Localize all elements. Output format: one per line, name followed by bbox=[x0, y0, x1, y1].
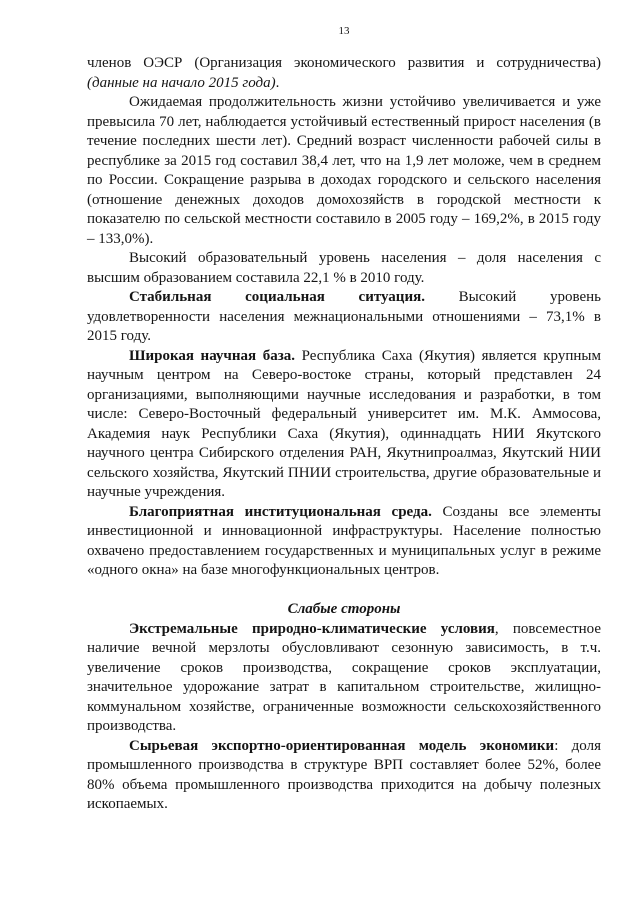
paragraph-resource-economy bbox=[87, 737, 601, 815]
paragraph-lead: Экстремальные природно-климатические условия bbox=[129, 620, 495, 637]
paragraph-science-base bbox=[87, 347, 601, 503]
paragraph-lead: Сырьевая экспортно-ориентированная модель экономики bbox=[129, 737, 555, 754]
paragraph-climate-conditions bbox=[87, 620, 601, 737]
section-heading-weaknesses: Слабые стороны bbox=[287, 601, 401, 617]
paragraph-text-end: . bbox=[275, 74, 280, 91]
document-body bbox=[87, 54, 601, 815]
paragraph-text: Высокий уровень удовлетворенности населения межнациональными отношениями – 73,1% в 2015 году. bbox=[87, 289, 601, 344]
paragraph-text: членов ОЭСР (Организация экономического развития и сотрудничества) bbox=[87, 55, 601, 71]
paragraph-lead: Благоприятная институциональная среда. bbox=[129, 503, 432, 520]
page-number: 13 bbox=[338, 25, 350, 37]
paragraph-text: Высокий образовательный уровень населения – доля населения с высшим образованием составила 22,1 % в 2010 году. bbox=[87, 250, 601, 286]
paragraph-lead: Стабильная социальная ситуация. bbox=[129, 289, 425, 305]
paragraph-social-stability bbox=[87, 288, 601, 347]
paragraph-text: Ожидаемая продолжительность жизни устойчиво увеличивается и уже превысила 70 лет, наблюдается устойчивый естественный прирост населения (в течение последних шести лет). Средний возраст численности рабочей силы в республике за 2015 год составил 38,4 лет, что на 1,9 лет моложе, чем в среднем по России. Сокращение разрыва в доходах городского и сельского населения (отношение денежных доходов домохозяйств в городской местности к показателю по сельской местности составило в 2005 году – 169,2%, в 2015 году – 133,0%). bbox=[87, 94, 601, 247]
paragraph-education-level bbox=[87, 249, 601, 288]
paragraph-lead: Широкая научная база. bbox=[129, 347, 295, 364]
paragraph-oecd-continuation bbox=[87, 54, 601, 93]
paragraph-text: : доля промышленного производства в структуре ВРП составляет более 52%, более 80% объема промышленного производства приходится на добычу полезных ископаемых. bbox=[87, 737, 601, 812]
paragraph-institutional-environment bbox=[87, 503, 601, 581]
paragraph-italic-note: (данные на начало 2015 года) bbox=[87, 74, 276, 91]
paragraph-text: , повсеместное наличие вечной мерзлоты обусловливают сезонную зависимость, в т.ч. увеличение сроков производства, сокращение сроков эксплуатации, значительное удорожание затрат в капитальном строительстве, жилищно-коммунальном хозяйстве, ограниченные возможности сельскохозяйственного производства. bbox=[87, 620, 601, 734]
paragraph-life-expectancy bbox=[87, 93, 601, 249]
paragraph-text: Созданы все элементы инвестиционной и инновационной инфраструктуры. Население полностью охвачено предоставлением государственных и муниципальных услуг в режиме «одного окна» на базе многофункциональных центров. bbox=[87, 503, 602, 578]
paragraph-text: Республика Саха (Якутия) является крупным научным центром на Северо-востоке страны, который представлен 24 организациями, выполняющими научные исследования и разработки, в том числе: Северо-Восточный федеральный университет им. М.К. Аммосова, Академия наук Республики Саха (Якутия), одиннадцать НИИ Якутского научного центра Сибирского отделения РАН, Якутнипроалмаз, Якутский НИИ сельского хозяйства, Якутский ПНИИ строительства, другие образовательные и научные учреждения. bbox=[87, 347, 601, 500]
